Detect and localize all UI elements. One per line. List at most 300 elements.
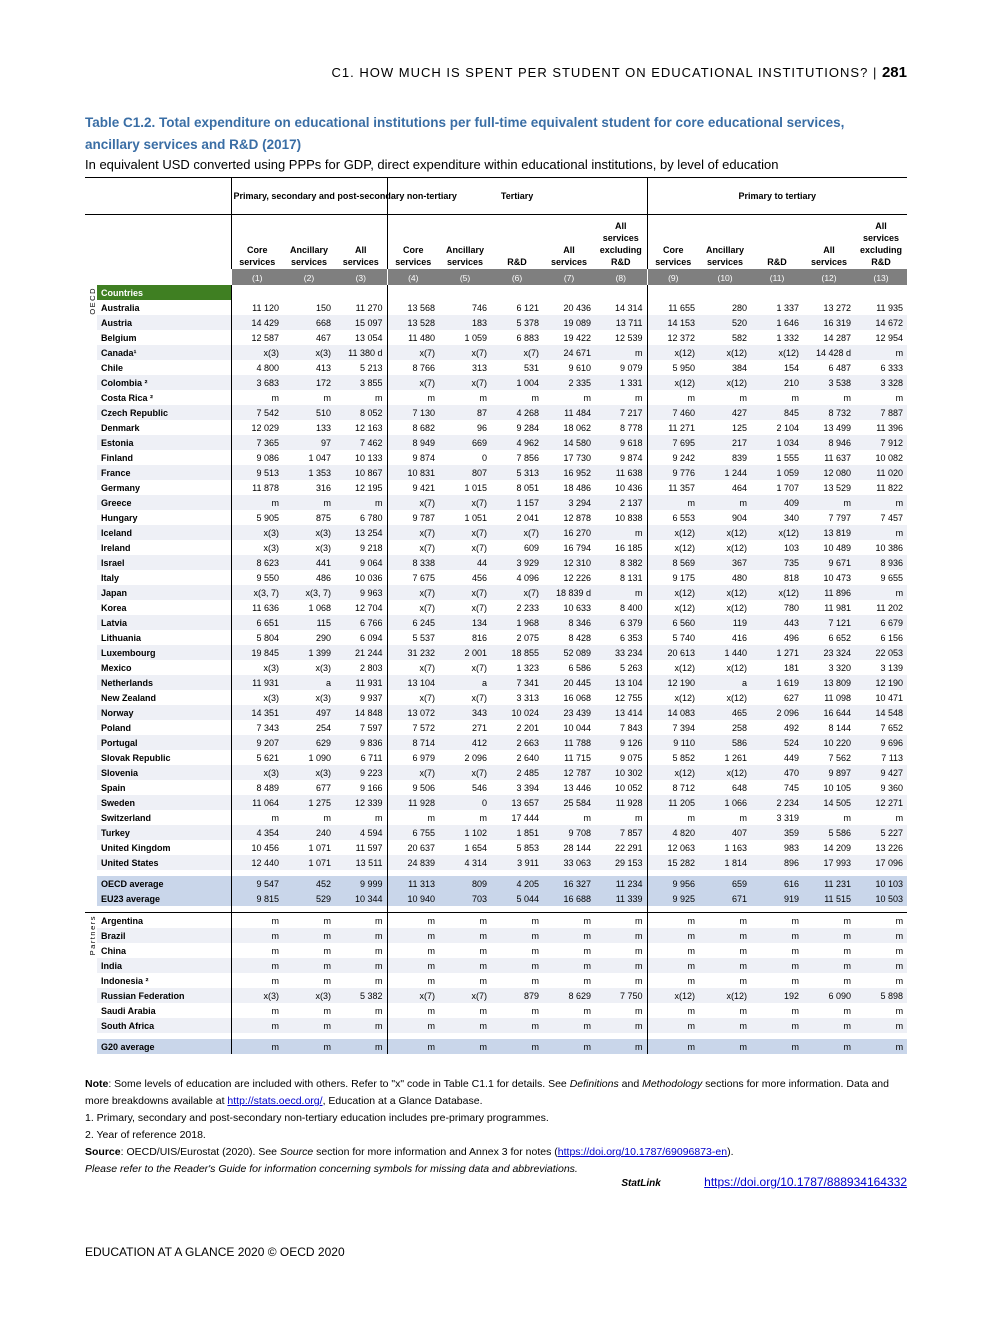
table-body [85, 285, 907, 1054]
cell-value: 4 314 [439, 855, 491, 870]
cell-value: 668 [283, 315, 335, 330]
cell-value: 4 096 [516, 572, 540, 583]
cell-value: 780 [784, 602, 800, 613]
table-row [85, 973, 907, 988]
note-text-1: : Some levels of education are included with others. Refer to "x" code in Table C1.1 for details. See [108, 1078, 570, 1090]
cell-value: 7 365 [231, 435, 283, 450]
table-row [85, 300, 907, 315]
cell-value: 14 314 [615, 302, 643, 313]
column-header-row [85, 215, 907, 270]
cell-value: 192 [751, 988, 803, 1003]
cell-value: 586 [699, 735, 751, 750]
cell-value: m [803, 1039, 855, 1054]
cell-value: 9 218 [360, 542, 383, 553]
cell-value: 1 090 [308, 752, 331, 763]
table-row [85, 876, 907, 891]
cell-value: 12 372 [647, 330, 699, 345]
table-row [85, 495, 907, 510]
cell-value: m [635, 1005, 643, 1016]
cell-value: x(3, 7) [231, 585, 283, 600]
cell-value: 8 712 [647, 780, 699, 795]
row-label: Brazil [97, 928, 231, 943]
cell-value: 3 139 [880, 662, 904, 673]
cell-value: 15 097 [335, 315, 387, 330]
cell-value: x(3) [231, 525, 283, 540]
cell-value: m [387, 390, 439, 405]
cell-value: 4 354 [231, 825, 283, 840]
cell-value: 12 063 [647, 840, 699, 855]
cell-value: 23 439 [543, 705, 595, 720]
cell-value: 3 320 [828, 662, 852, 673]
row-label: Netherlands [97, 675, 231, 690]
cell-value: m [231, 810, 283, 825]
row-label: Estonia [97, 435, 231, 450]
cell-value: m [583, 812, 592, 823]
cell-value: 9 064 [335, 555, 387, 570]
cell-value: 13 104 [595, 675, 647, 690]
column-index: (13) [855, 269, 907, 285]
row-label: Russian Federation [97, 988, 231, 1003]
cell-value: 11 636 [231, 600, 283, 615]
cell-value: 11 120 [231, 300, 283, 315]
running-header-text: C1. HOW MUCH IS SPENT PER STUDENT ON EDUCATIONAL INSTITUTIONS? [331, 65, 869, 80]
table-row [85, 765, 907, 780]
cell-value: 125 [732, 422, 748, 433]
cell-value: 17 730 [563, 452, 592, 463]
cell-value: m [531, 975, 540, 986]
cell-value: 12 271 [855, 795, 907, 810]
cell-value: 343 [439, 705, 491, 720]
cell-value: 464 [732, 482, 748, 493]
row-label: France [97, 465, 231, 480]
notes-section [85, 1076, 907, 1178]
cell-value: 8 338 [387, 555, 439, 570]
oecd-side-label [85, 285, 97, 870]
cell-value: 11 480 [387, 330, 439, 345]
source-text-3: ). [727, 1146, 734, 1158]
cell-value: 5 905 [231, 510, 283, 525]
cell-value: 12 878 [563, 512, 592, 523]
cell-value: 7 750 [595, 988, 647, 1003]
column-header: All services excluding R&D [599, 221, 642, 267]
table-row [85, 1003, 907, 1018]
cell-value: m [231, 1003, 283, 1018]
cell-value: x(12) [726, 662, 748, 673]
cell-value: 2 096 [751, 705, 803, 720]
cell-value: 181 [784, 662, 800, 673]
row-label: Turkey [97, 825, 231, 840]
cell-value: x(12) [647, 375, 699, 390]
cell-value: m [855, 1039, 907, 1054]
cell-value: 3 911 [491, 855, 543, 870]
table-row [85, 891, 907, 906]
cell-value: 1 968 [491, 615, 543, 630]
column-index: (6) [491, 269, 543, 285]
cell-value: 10 386 [875, 542, 904, 553]
cell-value: 19 422 [563, 332, 592, 343]
cell-value: 3 313 [516, 692, 540, 703]
cell-value: m [479, 392, 488, 403]
table-row [85, 735, 907, 750]
cell-value: m [283, 928, 335, 943]
cell-value: 6 586 [568, 662, 592, 673]
cell-value: 254 [315, 722, 331, 733]
row-label: Finland [101, 452, 133, 463]
cell-value: 7 121 [803, 615, 855, 630]
cell-value: 6 651 [231, 615, 283, 630]
cell-value: 5 586 [803, 825, 855, 840]
cell-value: 2 640 [516, 752, 540, 763]
cell-value: 529 [283, 891, 335, 906]
footnote-2: 2. Year of reference 2018. [85, 1129, 206, 1141]
cell-value: 13 499 [823, 422, 852, 433]
cell-value: 14 672 [855, 315, 907, 330]
cell-value: 1 244 [699, 465, 751, 480]
cell-value: 9 708 [543, 825, 595, 840]
cell-value: 12 190 [647, 675, 699, 690]
cell-value: 746 [472, 302, 488, 313]
cell-value: 9 242 [647, 450, 699, 465]
cell-value: m [803, 495, 855, 510]
row-label: South Africa [97, 1018, 231, 1033]
cell-value: 2 201 [516, 722, 540, 733]
cell-value: x(7) [439, 765, 491, 780]
source-text-1: : OECD/UIS/Eurostat (2020). See [120, 1146, 280, 1158]
cell-value: 5 313 [491, 465, 543, 480]
row-label: Slovenia [97, 765, 231, 780]
cell-value: 8 714 [387, 735, 439, 750]
cell-value: 10 103 [855, 876, 907, 891]
table-row [85, 405, 907, 420]
cell-value: x(12) [647, 525, 699, 540]
table-row [85, 330, 907, 345]
cell-value: 20 637 [387, 840, 439, 855]
cell-value: 134 [439, 615, 491, 630]
cell-value: 8 778 [620, 422, 643, 433]
cell-value: 7 597 [360, 722, 383, 733]
cell-value: 659 [699, 876, 751, 891]
cell-value: 11 788 [543, 735, 595, 750]
cell-value: 1 059 [464, 332, 488, 343]
cell-value: 6 560 [647, 615, 699, 630]
table-row [85, 585, 907, 600]
column-header: Core services [231, 215, 283, 270]
table-row [85, 540, 907, 555]
cell-value: 9 671 [803, 555, 855, 570]
cell-value: 17 096 [855, 855, 907, 870]
cell-value: 6 090 [803, 988, 855, 1003]
cell-value: 845 [751, 405, 803, 420]
cell-value: 9 874 [620, 452, 643, 463]
cell-value: 427 [699, 405, 751, 420]
table-row [85, 600, 907, 615]
cell-value: m [855, 913, 907, 929]
cell-value: x(3) [283, 988, 335, 1003]
cell-value: 10 024 [491, 705, 543, 720]
cell-value: x(7) [387, 988, 439, 1003]
cell-value: m [647, 958, 699, 973]
cell-value: m [699, 495, 751, 510]
cell-value: 9 815 [231, 891, 283, 906]
cell-value: 11 515 [803, 891, 855, 906]
cell-value: m [751, 913, 803, 929]
column-index: (11) [751, 269, 803, 285]
cell-value: 409 [751, 495, 803, 510]
cell-value: 8 629 [543, 988, 595, 1003]
cell-value: 8 569 [647, 555, 699, 570]
cell-value: 5 213 [360, 362, 383, 373]
cell-value: 1 337 [776, 302, 800, 313]
cell-value: 1 015 [464, 482, 488, 493]
cell-value: 919 [751, 891, 803, 906]
cell-value: 280 [732, 302, 748, 313]
cell-value: 703 [439, 891, 491, 906]
running-header-separator: | [872, 65, 878, 80]
cell-value: 875 [315, 512, 331, 523]
column-header: Ancillary services [446, 245, 485, 267]
row-label: India [97, 958, 231, 973]
cell-value: x(12) [647, 660, 699, 675]
cell-value: 7 394 [647, 720, 699, 735]
cell-value: 9 618 [595, 435, 647, 450]
cell-value: 13 226 [875, 842, 904, 853]
cell-value: m [231, 973, 283, 988]
cell-value: 7 341 [491, 675, 543, 690]
cell-value: 7 343 [231, 720, 283, 735]
cell-value: x(12) [726, 542, 748, 553]
cell-value: 735 [751, 555, 803, 570]
cell-value: 9 110 [647, 735, 699, 750]
cell-value: 1 555 [776, 452, 800, 463]
cell-value: x(12) [647, 345, 699, 360]
stats-oecd-link[interactable]: http://stats.oecd.org/ [227, 1095, 323, 1107]
cell-value: 6 333 [880, 362, 904, 373]
table-row [85, 450, 907, 465]
cell-value: 11 655 [647, 300, 699, 315]
cell-value: m [375, 392, 383, 403]
row-label: Argentina [97, 913, 231, 929]
cell-value: 31 232 [387, 645, 439, 660]
note-and: and [618, 1078, 643, 1090]
cell-value: 3 319 [776, 812, 800, 823]
cell-value: 21 244 [335, 645, 387, 660]
cell-value: 9 550 [231, 570, 283, 585]
table-row [85, 855, 907, 870]
cell-value: 11 597 [355, 842, 383, 853]
cell-value: 1 275 [283, 795, 335, 810]
cell-value: m [479, 1005, 488, 1016]
cell-value: m [647, 943, 699, 958]
table-row [85, 630, 907, 645]
cell-value: 1 157 [491, 495, 543, 510]
cell-value: 11 339 [595, 891, 647, 906]
cell-value: 627 [784, 692, 800, 703]
cell-value: m [803, 1018, 855, 1033]
cell-value: m [647, 1039, 699, 1054]
cell-value: 7 572 [387, 720, 439, 735]
cell-value: 11 202 [876, 602, 904, 613]
cell-value: 13 529 [823, 482, 852, 493]
cell-value: 115 [283, 615, 335, 630]
cell-value: x(7) [471, 662, 488, 673]
cell-value: 11 234 [595, 876, 647, 891]
cell-value: 11 357 [647, 480, 699, 495]
row-label: Lithuania [101, 632, 141, 643]
cell-value: 4 800 [231, 360, 283, 375]
cell-value: m [843, 812, 852, 823]
cell-value: 407 [699, 825, 751, 840]
cell-value: 11 205 [647, 795, 699, 810]
cell-value: 20 613 [647, 645, 699, 660]
cell-value: x(12) [726, 692, 748, 703]
statlink-url[interactable]: https://doi.org/10.1787/888934164332 [704, 1175, 907, 1189]
cell-value: 3 394 [516, 782, 540, 793]
cell-value: x(12) [647, 600, 699, 615]
row-label: OECD average [97, 876, 231, 891]
cell-value: x(7) [471, 602, 488, 613]
column-header: R&D [507, 257, 527, 267]
cell-value: 8 766 [387, 360, 439, 375]
cell-value: m [791, 945, 800, 956]
row-label: Portugal [97, 735, 231, 750]
cell-value: 7 462 [335, 435, 387, 450]
cell-value: 33 063 [543, 855, 595, 870]
note-methodology: Methodology [642, 1078, 703, 1090]
cell-value: m [491, 928, 543, 943]
cell-value: 10 302 [595, 765, 647, 780]
cell-value: 0 [439, 795, 491, 810]
annex-doi-link[interactable]: https://doi.org/10.1787/69096873-en [557, 1146, 728, 1158]
cell-value: 9 610 [568, 362, 592, 373]
cell-value: 1 654 [464, 842, 488, 853]
cell-value: 20 445 [543, 675, 595, 690]
cell-value: 5 537 [387, 630, 439, 645]
cell-value: 2 096 [464, 752, 488, 763]
cell-value: 359 [751, 825, 803, 840]
cell-value: 240 [283, 825, 335, 840]
cell-value: m [843, 975, 852, 986]
cell-value: m [323, 975, 331, 986]
cell-value: 11 396 [876, 422, 904, 433]
cell-value: 10 036 [355, 572, 383, 583]
cell-value: a [283, 675, 335, 690]
cell-value: 8 732 [803, 405, 855, 420]
cell-value: 19 845 [231, 645, 283, 660]
column-index-row [85, 269, 907, 285]
cell-value: 12 954 [875, 332, 904, 343]
cell-value: m [375, 1005, 383, 1016]
cell-value: 8 400 [620, 602, 643, 613]
cell-value: 10 503 [855, 891, 907, 906]
cell-value: 629 [283, 735, 335, 750]
cell-value: 11 896 [803, 585, 855, 600]
statlink-label: StatLink [621, 1178, 661, 1189]
cell-value: 9 284 [516, 422, 540, 433]
cell-value: m [283, 958, 335, 973]
cell-value: 9 223 [335, 765, 387, 780]
cell-value: 183 [439, 315, 491, 330]
cell-value: m [843, 392, 852, 403]
cell-value: m [387, 943, 439, 958]
cell-value: 1 163 [724, 842, 748, 853]
cell-value: x(12) [699, 765, 751, 780]
cell-value: a [699, 675, 751, 690]
cell-value: m [283, 495, 335, 510]
cell-value: 14 505 [803, 795, 855, 810]
cell-value: m [791, 975, 800, 986]
cell-value: x(7) [439, 988, 491, 1003]
cell-value: 497 [283, 705, 335, 720]
row-label: Israel [97, 555, 231, 570]
cell-value: 5 852 [647, 750, 699, 765]
cell-value: 13 711 [595, 315, 647, 330]
row-label: Slovak Republic [101, 752, 171, 763]
cell-value: m [335, 1018, 387, 1033]
cell-value: m [387, 928, 439, 943]
page-footer: EDUCATION AT A GLANCE 2020 © OECD 2020 [85, 1245, 345, 1259]
cell-value: 13 446 [563, 782, 592, 793]
row-label: Austria [97, 315, 231, 330]
page-number: 281 [881, 64, 907, 81]
row-label: Saudi Arabia [101, 1005, 156, 1016]
row-label: EU23 average [97, 891, 231, 906]
row-label: Costa Rica ² [101, 392, 154, 403]
cell-value: 11 313 [387, 876, 439, 891]
table-row [85, 988, 907, 1003]
cell-value: m [439, 958, 491, 973]
cell-value: 12 310 [543, 555, 595, 570]
cell-value: 13 414 [595, 705, 647, 720]
cell-value: m [595, 928, 647, 943]
cell-value: 9 963 [335, 585, 387, 600]
cell-value: 133 [315, 422, 331, 433]
cell-value: 8 949 [387, 435, 439, 450]
table-row [85, 390, 907, 405]
cell-value: 7 843 [620, 722, 643, 733]
row-label: Germany [101, 482, 141, 493]
column-index: (9) [647, 269, 699, 285]
column-index: (4) [387, 269, 439, 285]
cell-value: x(7) [491, 525, 543, 540]
cell-value: 12 226 [563, 572, 592, 583]
cell-value: x(3) [315, 662, 331, 673]
cell-value: 2 485 [491, 765, 543, 780]
cell-value: m [231, 943, 283, 958]
row-label: G20 average [97, 1039, 231, 1054]
cell-value: m [739, 975, 748, 986]
cell-value: 0 [482, 452, 488, 463]
cell-value: m [335, 958, 387, 973]
column-header: R&D [767, 257, 787, 267]
cell-value: 11 928 [595, 795, 647, 810]
cell-value: 16 794 [563, 542, 592, 553]
cell-value: 11 484 [543, 405, 595, 420]
cell-value: m [231, 1018, 283, 1033]
group-header-primary: Primary, secondary and post-secondary non-tertiary [231, 178, 387, 215]
cell-value: m [531, 392, 540, 403]
cell-value: 12 704 [355, 602, 383, 613]
cell-value: x(3) [315, 692, 331, 703]
cell-value: 8 382 [595, 555, 647, 570]
cell-value: 13 272 [823, 302, 852, 313]
cell-value: 9 776 [647, 465, 699, 480]
cell-value: 103 [784, 542, 800, 553]
cell-value: 8 936 [855, 555, 907, 570]
note-definitions: Definitions [569, 1078, 619, 1090]
cell-value: 313 [472, 362, 488, 373]
cell-value: x(3) [231, 765, 283, 780]
cell-value: 11 231 [803, 876, 855, 891]
